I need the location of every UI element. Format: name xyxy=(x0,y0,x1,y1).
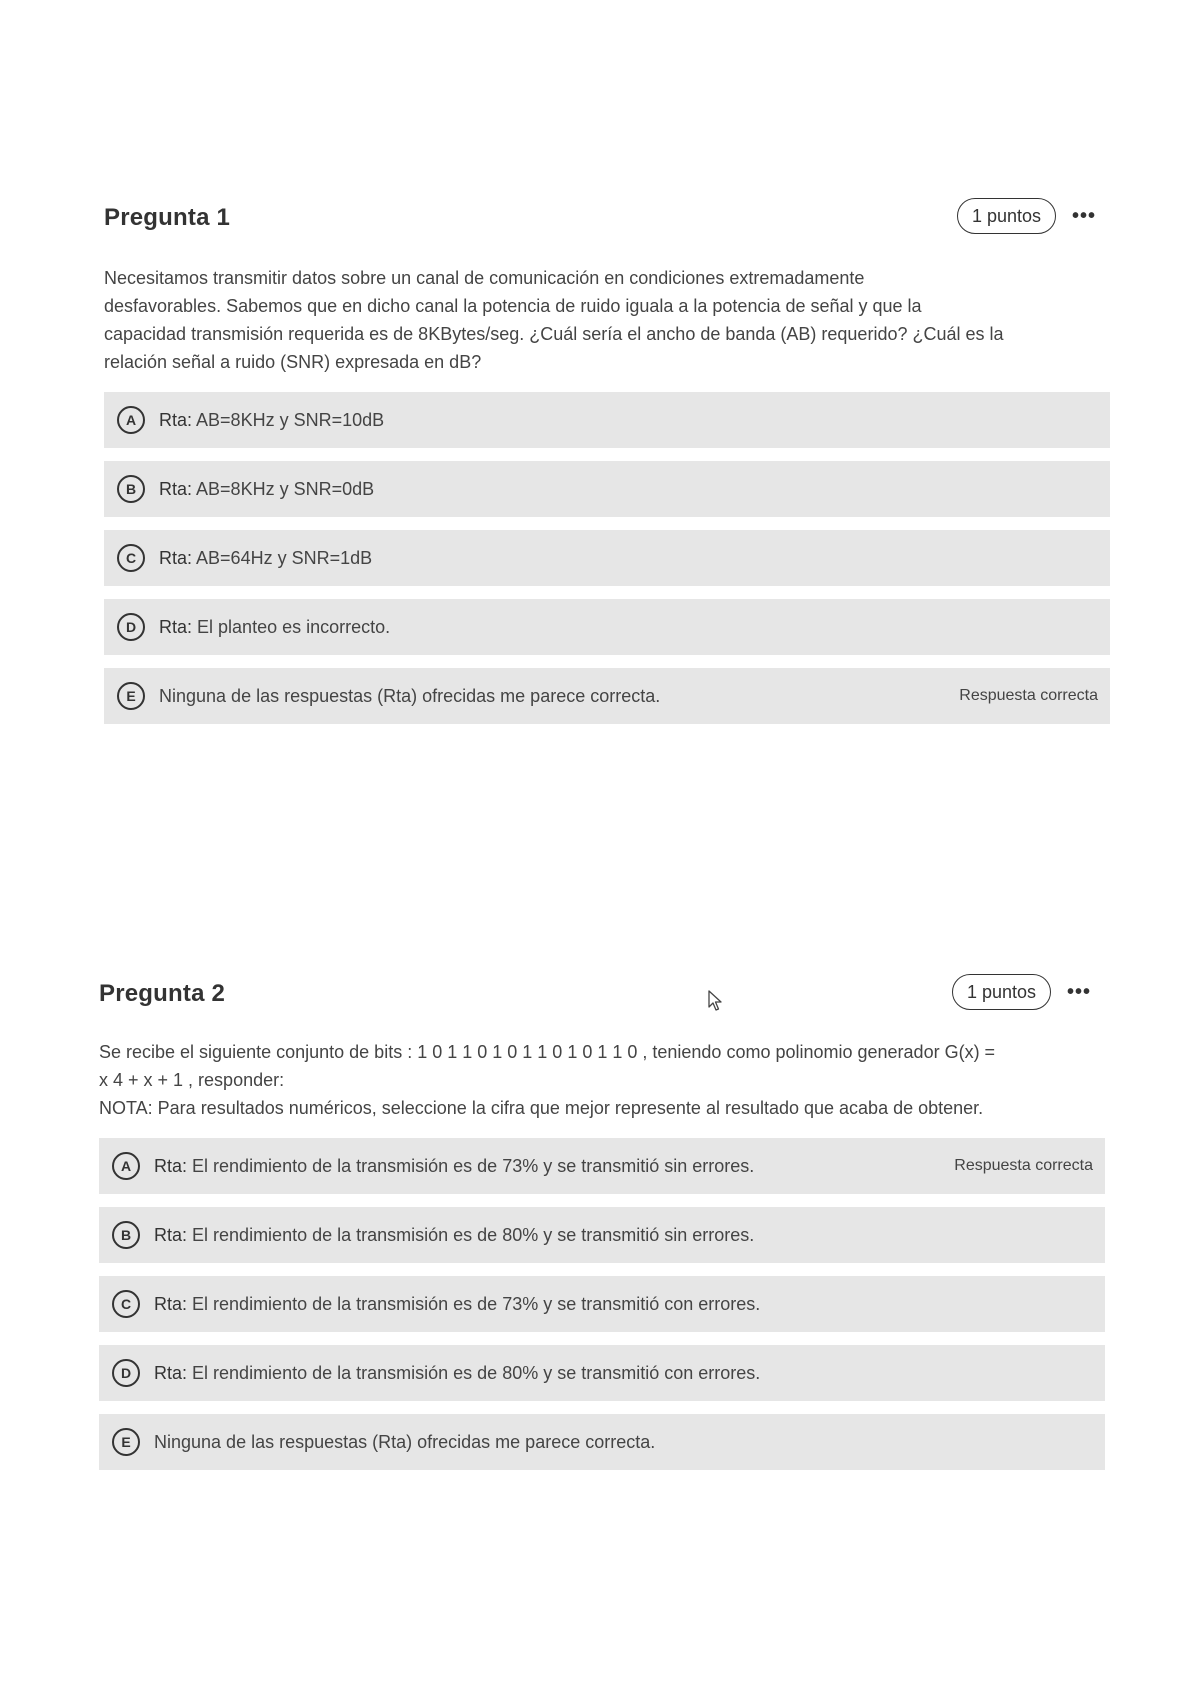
option-label: AB=8KHz y SNR=0dB xyxy=(196,478,375,499)
option-prefix: Rta: xyxy=(154,1362,188,1383)
option-label: Ninguna de las respuestas (Rta) ofrecidas me parece correcta. xyxy=(159,685,661,706)
option-text xyxy=(159,617,390,638)
answer-option-d[interactable] xyxy=(99,1345,1105,1401)
option-label: AB=8KHz y SNR=10dB xyxy=(196,409,385,430)
answer-option-b[interactable] xyxy=(104,461,1110,517)
answer-option-c[interactable] xyxy=(99,1276,1105,1332)
more-options-icon[interactable]: ••• xyxy=(1066,980,1091,1003)
question-text-line: Se recibe el siguiente conjunto de bits : 1 0 1 1 0 1 0 1 1 0 1 0 1 1 0 , teniendo como polinomio generador G(x) = xyxy=(99,1042,996,1062)
option-label: El rendimiento de la transmisión es de 80% y se transmitió sin errores. xyxy=(192,1224,755,1245)
option-text xyxy=(159,410,384,431)
question-text-line: relación señal a ruido (SNR) expresada en dB? xyxy=(104,352,482,372)
option-letter-icon: B xyxy=(112,1221,140,1249)
option-letter-icon: A xyxy=(117,406,145,434)
option-prefix: Rta: xyxy=(159,616,193,637)
option-letter-icon: E xyxy=(117,682,145,710)
option-letter-icon: D xyxy=(117,613,145,641)
answer-option-c[interactable] xyxy=(104,530,1110,586)
option-letter-icon: C xyxy=(112,1290,140,1318)
option-label: El planteo es incorrecto. xyxy=(197,616,391,637)
option-text xyxy=(159,479,374,500)
answer-option-b[interactable] xyxy=(99,1207,1105,1263)
correct-answer-badge: Respuesta correcta xyxy=(959,687,1098,704)
question-text-line: desfavorables. Sabemos que en dicho canal la potencia de ruido iguala a la potencia de señal y que la xyxy=(104,296,922,316)
option-label: El rendimiento de la transmisión es de 80% y se transmitió con errores. xyxy=(192,1362,761,1383)
answer-option-d[interactable] xyxy=(104,599,1110,655)
question-text xyxy=(104,264,1110,376)
correct-answer-badge: Respuesta correcta xyxy=(954,1157,1093,1174)
option-letter-icon: E xyxy=(112,1428,140,1456)
option-prefix: Rta: xyxy=(159,547,193,568)
option-prefix: Rta: xyxy=(159,409,193,430)
question-text-line: Necesitamos transmitir datos sobre un canal de comunicación en condiciones extremadamente xyxy=(104,268,865,288)
question-title: Pregunta 1 xyxy=(104,204,231,231)
question-text-line: x 4 + x + 1 , responder: xyxy=(99,1070,285,1090)
option-prefix: Rta: xyxy=(154,1293,188,1314)
option-letter-icon: B xyxy=(117,475,145,503)
answer-options xyxy=(104,392,1110,724)
option-text xyxy=(159,548,372,569)
option-text xyxy=(154,1156,754,1177)
option-text xyxy=(154,1225,754,1246)
option-label: Ninguna de las respuestas (Rta) ofrecidas me parece correcta. xyxy=(154,1431,656,1452)
option-letter-icon: C xyxy=(117,544,145,572)
option-text xyxy=(159,686,660,707)
question-card-2 xyxy=(99,972,1105,1483)
question-text-line: capacidad transmisión requerida es de 8KBytes/seg. ¿Cuál sería el ancho de banda (AB) requerido? ¿Cuál es la xyxy=(104,324,1004,344)
option-letter-icon: D xyxy=(112,1359,140,1387)
question-header xyxy=(99,972,1105,1016)
answer-options xyxy=(99,1138,1105,1470)
option-label: El rendimiento de la transmisión es de 73% y se transmitió sin errores. xyxy=(192,1155,755,1176)
option-letter-icon: A xyxy=(112,1152,140,1180)
option-prefix: Rta: xyxy=(154,1155,188,1176)
question-text-line: NOTA: Para resultados numéricos, seleccione la cifra que mejor represente al resultado que acaba de obtener. xyxy=(99,1098,984,1118)
answer-option-e[interactable] xyxy=(104,668,1110,724)
option-text xyxy=(154,1363,760,1384)
question-card-1 xyxy=(104,196,1110,737)
option-label: El rendimiento de la transmisión es de 73% y se transmitió con errores. xyxy=(192,1293,761,1314)
answer-option-a[interactable] xyxy=(104,392,1110,448)
mouse-cursor-icon xyxy=(708,990,724,1012)
answer-option-e[interactable] xyxy=(99,1414,1105,1470)
points-badge: 1 puntos xyxy=(952,974,1051,1010)
question-text xyxy=(99,1038,1105,1122)
question-title: Pregunta 2 xyxy=(99,980,226,1007)
option-label: AB=64Hz y SNR=1dB xyxy=(196,547,373,568)
answer-option-a[interactable] xyxy=(99,1138,1105,1194)
option-text xyxy=(154,1432,655,1453)
more-options-icon[interactable]: ••• xyxy=(1071,204,1096,227)
question-header xyxy=(104,196,1110,240)
points-badge: 1 puntos xyxy=(957,198,1056,234)
option-prefix: Rta: xyxy=(159,478,193,499)
option-prefix: Rta: xyxy=(154,1224,188,1245)
option-text xyxy=(154,1294,760,1315)
